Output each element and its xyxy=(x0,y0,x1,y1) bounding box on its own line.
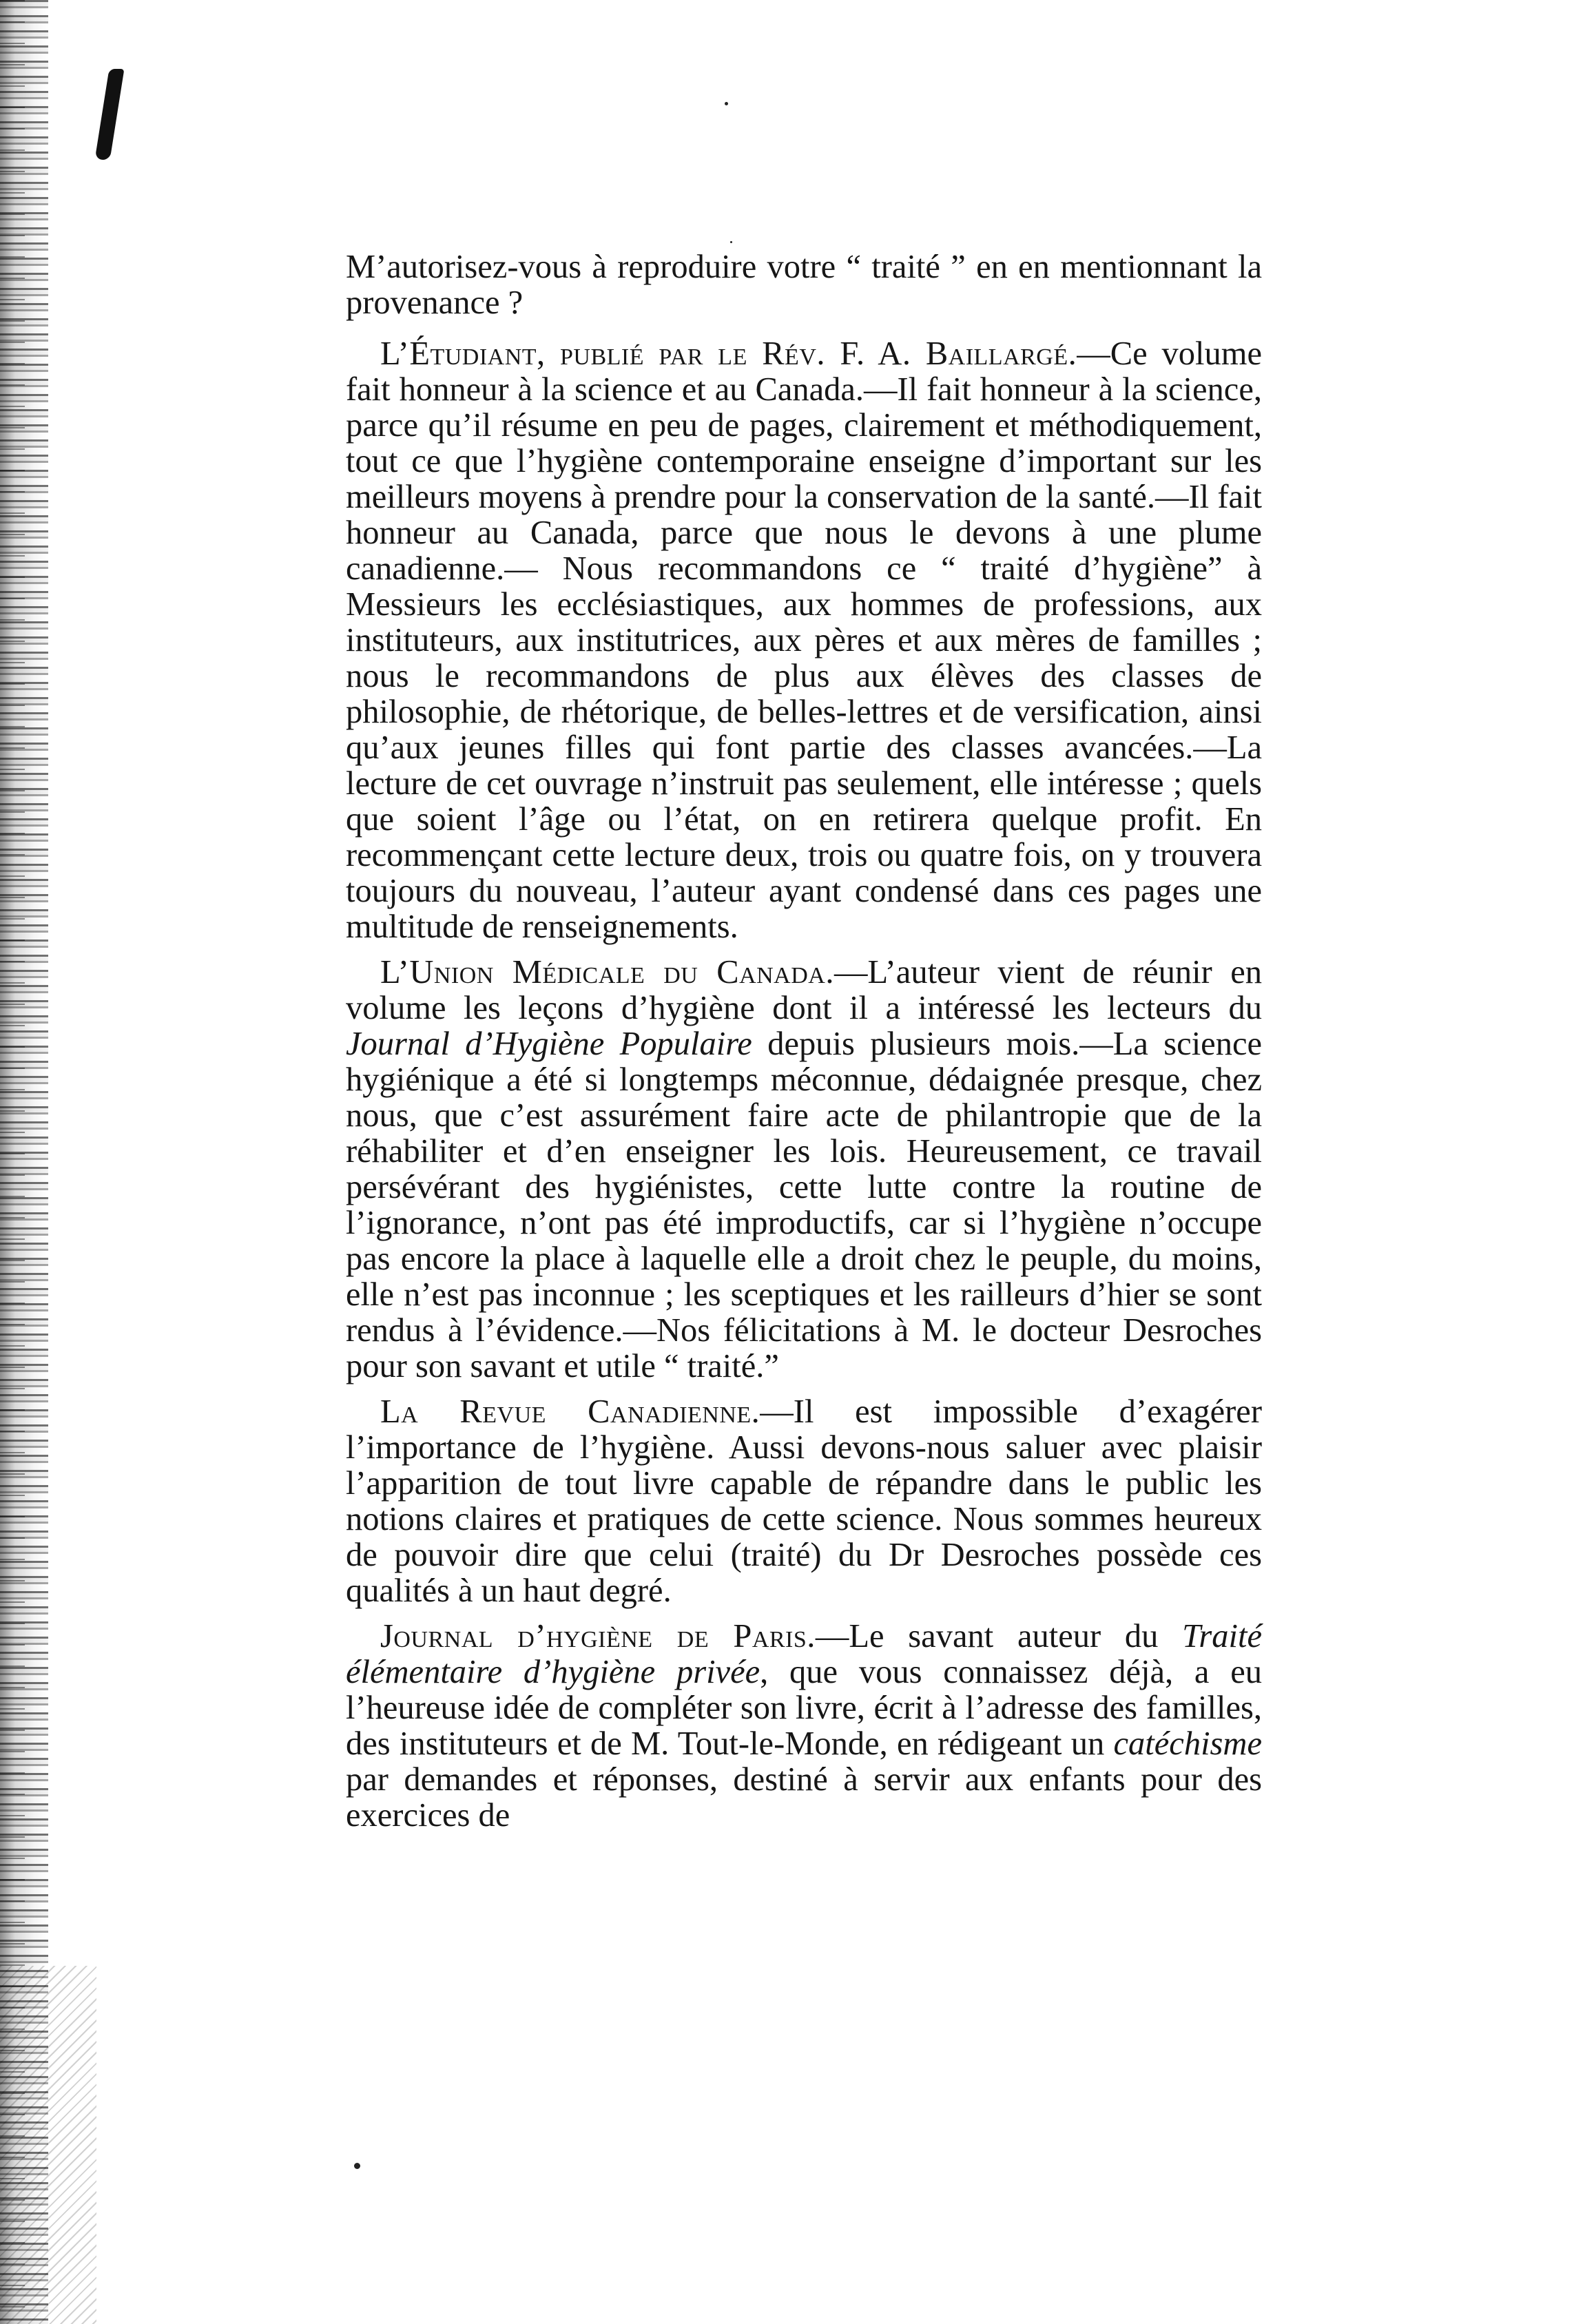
ink-speck xyxy=(354,2163,360,2169)
book-title: Traité élémentaire d’hygiène privée xyxy=(346,1618,1263,1690)
review-text: —L’auteur vient de réunir en volume les leçons d’hygiène dont il a intéressé les lecteurs du xyxy=(346,954,1262,1026)
review-journal-paris xyxy=(346,1619,1262,1834)
intro-paragraph xyxy=(346,249,1262,321)
review-text: —Ce volume fait honneur à la science et au Canada.—Il fait honneur à la science, parce qu’il résume en peu de pages, clairement et méthodiquement, tout ce que l’hygiène contemporaine enseigne d’important sur les meilleurs moyens à prendre pour la conservation de la santé.—Il fait honneur au Canada, parce que nous le devons à une plume canadienne.— Nous recommandons ce “ traité d’hygiène” à Messieurs les ecclésiastiques, aux hommes de professions, aux instituteurs, aux institutrices, aux pères et aux mères de familles ; nous le recommandons de plus aux élèves des classes de philosophie, de rhétorique, de belles-lettres et de versification, ainsi qu’aux jeunes filles qui font partie des classes avancées.—La lecture de cet ouvrage n’instruit pas seulement, elle intéresse ; quels que soient l’âge ou l’état, on en retirera quelque profit. En recommençant cette lecture deux, trois ou quatre fois, on y trouvera toujours du nouveau, l’auteur ayant condensé dans ces pages une multitude de renseignements. xyxy=(346,335,1262,945)
review-source: L’Union Médicale du Canada. xyxy=(380,954,834,990)
page-body xyxy=(346,249,1262,1843)
review-source: La Revue Canadienne. xyxy=(380,1393,760,1430)
review-text: —Le savant auteur du xyxy=(815,1618,1183,1654)
ink-mark xyxy=(95,69,125,160)
journal-title: Journal d’Hygiène Populaire xyxy=(346,1026,752,1062)
review-etudiant xyxy=(346,336,1262,945)
review-source: Journal d’hygiène de Paris. xyxy=(380,1618,816,1654)
review-text: , que vous connaissez déjà, a eu l’heureuse idée de compléter son livre, écrit à l’adresse des familles, des instituteurs et de M. Tout-le-Monde, en rédigeant un xyxy=(346,1654,1263,1762)
ink-speck xyxy=(730,241,732,243)
review-revue-canadienne xyxy=(346,1394,1262,1609)
review-text: par demandes et réponses, destiné à servir aux enfants pour des exercices de xyxy=(346,1761,1262,1834)
review-text: —Il est impossible d’exagérer l’importance de l’hygiène. Aussi devons-nous saluer avec plaisir l’apparition de tout livre capable de répandre dans le public les notions claires et pratiques de cette science. Nous sommes heureux de pouvoir dire que celui (traité) du Dr Desroches possède ces qualités à un haut degré. xyxy=(346,1393,1262,1609)
catechism-word: catéchisme xyxy=(1113,1725,1262,1762)
review-union-medicale xyxy=(346,955,1262,1384)
ink-speck xyxy=(725,102,728,105)
review-source: L’Étudiant, publié par le Rév. F. A. Baillargé. xyxy=(380,335,1077,372)
intro-text: M’autorisez-vous à reproduire votre “ traité ” en en mentionnant la provenance ? xyxy=(346,249,1262,321)
review-text: depuis plusieurs mois.—La science hygiénique a été si longtemps méconnue, dédaignée presque, chez nous, que c’est assurément faire acte de philantropie que de la réhabiliter et d’en enseigner les lois. Heureusement, ce travail persévérant des hygiénistes, cette lutte contre la routine de l’ignorance, n’ont pas été improductifs, car si l’hygiène n’occupe pas encore la place à laquelle elle a droit chez le peuple, du moins, elle n’est pas inconnue ; les sceptiques et les railleurs d’hier se sont rendus à l’évidence.—Nos félicitations à M. le docteur Desroches pour son savant et utile “ traité.” xyxy=(346,1026,1262,1384)
scan-corner-noise xyxy=(0,1966,96,2324)
